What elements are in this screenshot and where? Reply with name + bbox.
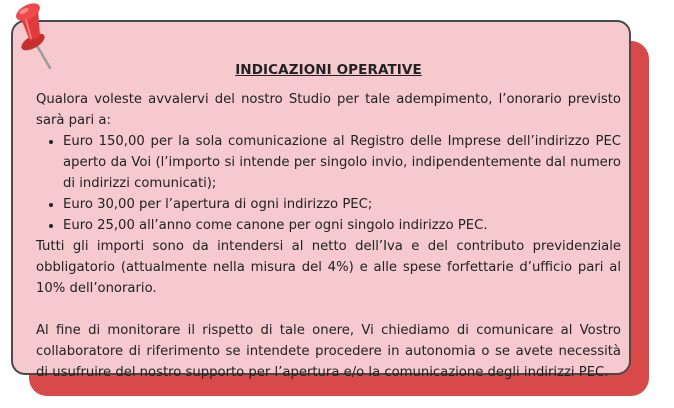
tax-note-paragraph: Tutti gli importi sono da intendersi al netto dell’Iva e del contributo previdenziale obbligatorio (attualmente nella misura del 4%) e alle spese forfettarie d’ufficio pari al 10% dell’onorario. — [36, 239, 621, 296]
push-pin-icon — [0, 0, 64, 70]
fee-item: • Euro 150,00 per la sola comunicazione al Registro delle Imprese dell’indirizzo PEC aperto da Voi (l’importo si intende per singolo invio, indipendentemente dal numero di indirizzi comunicati); — [63, 131, 621, 194]
closing-paragraph: Al fine di monitorare il rispetto di tale onere, Vi chiediamo di comunicare al Vostro collaboratore di riferimento se intendete procedere in autonomia o se avete necessità di usufruire del nostro supporto per l’apertura e/o la comunicazione degli indirizzi PEC. — [36, 323, 621, 380]
paragraph-spacer — [36, 299, 621, 320]
fee-item: • Euro 25,00 all’anno come canone per ogni singolo indirizzo PEC. — [63, 215, 621, 236]
intro-paragraph: Qualora voleste avvalervi del nostro Studio per tale adempimento, l’onorario previsto sarà pari a: — [36, 92, 621, 128]
fee-list — [36, 131, 621, 236]
operational-notes-card — [11, 20, 631, 380]
fee-item: • Euro 30,00 per l’apertura di ogni indirizzo PEC; — [63, 194, 621, 215]
card-heading: INDICAZIONI OPERATIVE — [235, 62, 422, 78]
